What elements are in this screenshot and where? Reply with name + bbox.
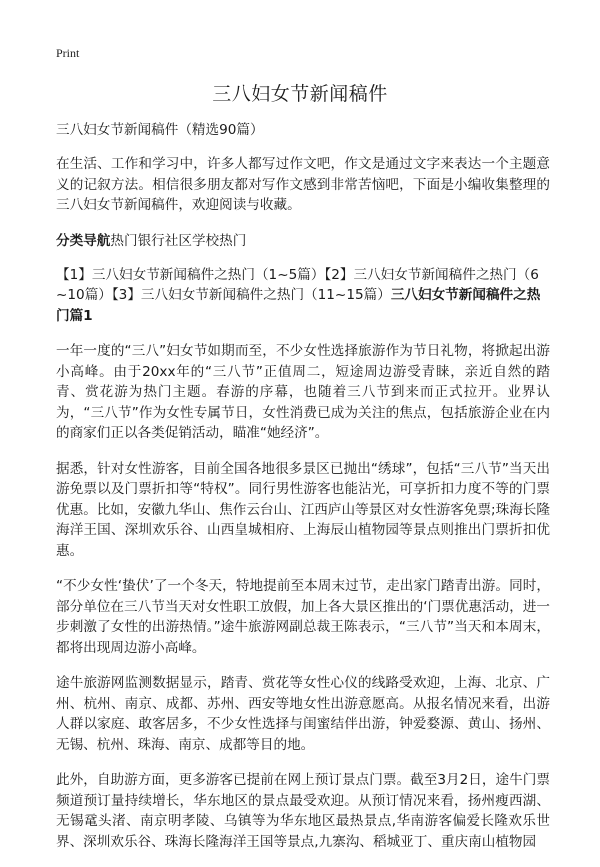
nav-item-school[interactable]: 学校	[191, 232, 220, 249]
section-heading: 三八妇女节新闻稿件之热门篇1	[56, 287, 541, 324]
nav-item-community[interactable]: 社区	[164, 232, 192, 249]
page-title: 三八妇女节新闻稿件	[212, 83, 388, 105]
section-links	[56, 265, 550, 327]
section-link-2[interactable]: 【2】三八妇女节新闻稿件之热门（6~10篇）	[56, 266, 539, 303]
nav-item-bank[interactable]: 银行	[137, 232, 165, 249]
category-nav	[56, 231, 550, 251]
body-paragraph: 途牛旅游网监测数据显示，踏青、赏花等女性心仪的线路受欢迎，上海、北京、广州、杭州、南京、成都、苏州、西安等地女性出游意愿高。从报名情况来看，出游人群以家庭、敢客居多，不少女性选择与闺蜜结伴出游，钟爱婺源、黄山、扬州、无锡、杭州、珠海、南京、成都等目的地。	[56, 675, 550, 753]
article-body	[56, 120, 550, 867]
body-paragraph: 此外，自助游方面，更多游客已提前在网上预订景点门票。截至3月2日，途牛门票频道预订量持续增长，华东地区的景点最受欢迎。从预订情况来看，扬州瘦西湖、无锡鼋头渚、南京明孝陵、乌镇等为华东地区最热景点,华南游客偏爱长隆欢乐世界、深圳欢乐谷、珠海长隆海洋王国等景点,九寨沟、稻城亚丁、重庆南山植物园	[56, 772, 550, 850]
article-subtitle: 三八妇女节新闻稿件（精选90篇）	[56, 122, 264, 138]
intro-paragraph: 在生活、工作和学习中，许多人都写过作文吧，作文是通过文字来表达一个主题意义的记叙方法。相信很多朋友都对写作文感到非常苦恼吧，下面是小编收集整理的三八妇女节新闻稿件，欢迎阅读与收藏。	[56, 156, 550, 213]
body-paragraph: “不少女性‘蛰伏’了一个冬天，特地提前至本周末过节，走出家门踏青出游。同时，部分单位在三八节当天对女性职工放假，加上各大景区推出的‘门票优惠活动，进一步刺激了女性的出游热情。”途牛旅游网副总裁王陈表示，“三八节”当天和本周末，都将出现周边游小高峰。	[56, 578, 550, 656]
category-nav-label: 分类导航	[56, 232, 111, 249]
nav-item-hot-2[interactable]: 热门	[219, 232, 247, 249]
print-link[interactable]: Print	[56, 46, 80, 60]
body-paragraph: 一年一度的“三八”妇女节如期而至，不少女性选择旅游作为节日礼物，将掀起出游小高峰。由于20xx年的“三八节”正值周二，短途周边游受青睐，亲近自然的踏青、赏花游为热门主题。春游的序幕，也随着三八节到来而正式拉开。业界认为，“三八节”作为女性专属节日，女性消费已成为关注的焦点，包括旅游企业在内的商家们正以各类促销活动，瞄准“她经济”。	[56, 343, 550, 441]
section-link-3[interactable]: 【3】三八妇女节新闻稿件之热门（11~15篇）	[111, 287, 391, 303]
section-link-1[interactable]: 【1】三八妇女节新闻稿件之热门（1~5篇）	[56, 266, 325, 283]
body-paragraph: 据悉，针对女性游客，目前全国各地很多景区已抛出“绣球”，包括“三八节”当天出游免票以及门票折扣等“特权”。同行男性游客也能沾光，可享折扣力度不等的门票优惠。比如，安徽九华山、焦作云台山、江西庐山等景区对女性游客免票;珠海长隆海洋王国、深圳欢乐谷、山西皇城相府、上海辰山植物园等景点则推出门票折扣优惠。	[56, 460, 550, 559]
nav-item-hot[interactable]: 热门	[110, 232, 138, 249]
